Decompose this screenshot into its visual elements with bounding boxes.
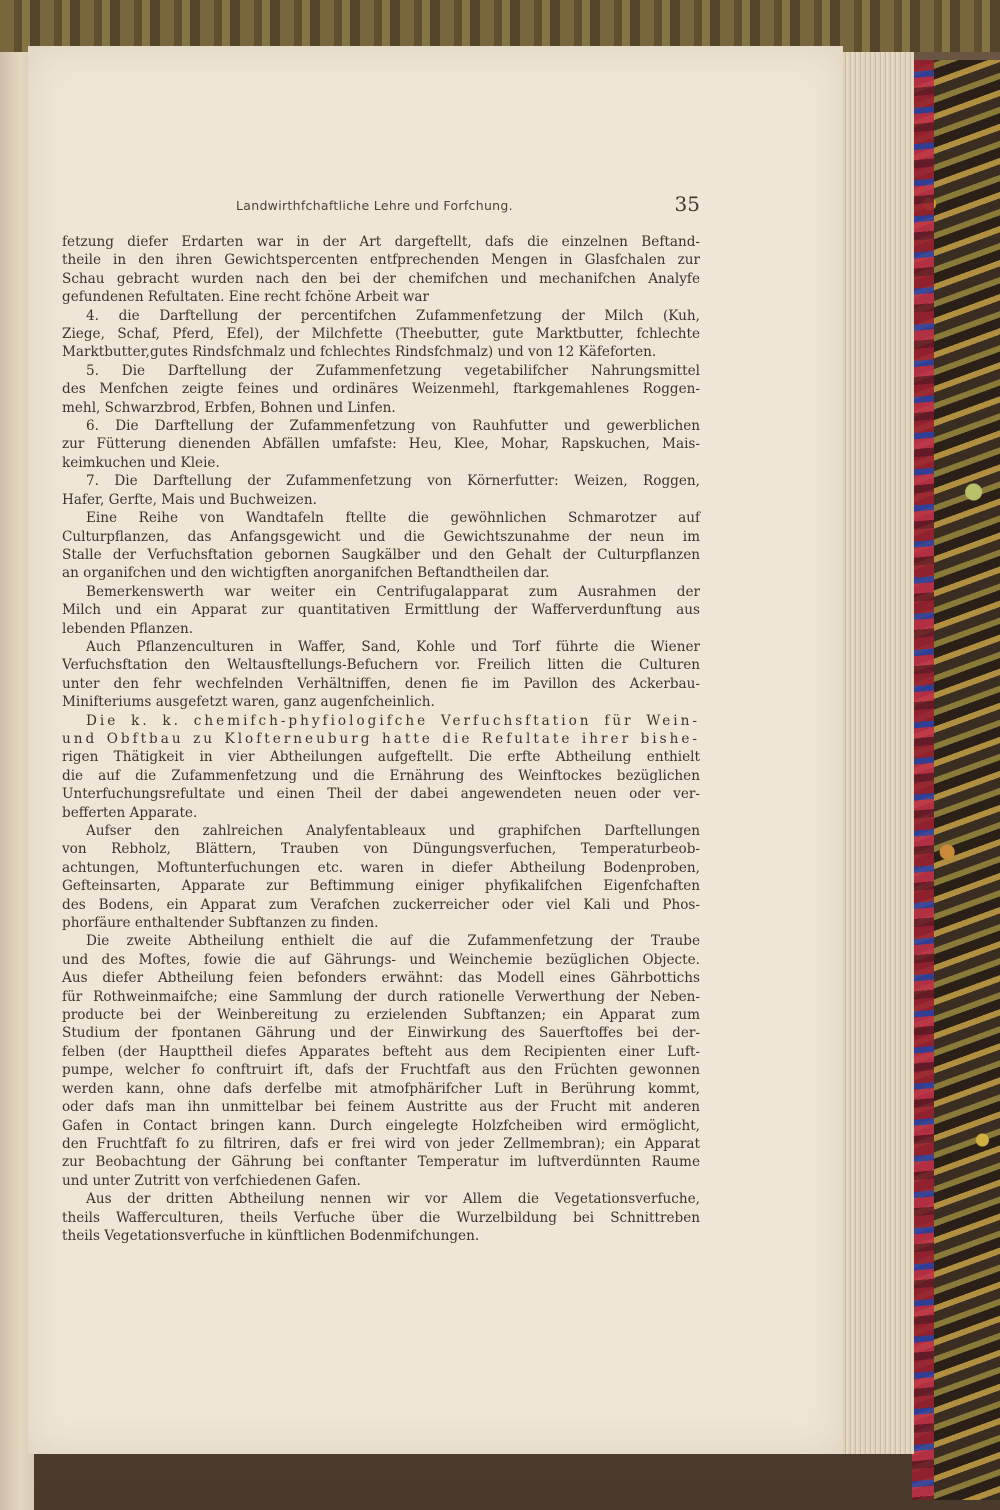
text-line: von Rebholz, Blättern, Trauben von Düngungsverfuchen, Temperaturbeob- <box>62 841 700 858</box>
text-line: Verfuchsftation den Weltausftellungs-Befuchern vor. Freilich litten die Culturen <box>62 657 700 674</box>
text-line: Gefteinsarten, Apparate zur Beftimmung einiger phyfikalifchen Eigenfchaften <box>62 878 700 895</box>
text-line: 5. Die Darftellung der Zufammenfetzung vegetabilifcher Nahrungsmittel <box>86 362 700 379</box>
text-line: 6. Die Darftellung der Zufammenfetzung von Rauhfutter und gewerblichen <box>86 418 700 435</box>
text-line: Die k. k. chemifch-phyfiologifche Verfuchsftation für Wein- <box>86 712 700 729</box>
text-line: Milch und ein Apparat zur quantitativen Ermittlung der Wafferverdunftung aus <box>62 602 700 619</box>
text-line: Aus diefer Abtheilung feien befonders erwähnt: das Modell eines Gährbottichs <box>62 970 700 987</box>
text-line: Studium der fpontanen Gährung und der Einwirkung des Sauerftoffes bei der- <box>62 1025 700 1042</box>
marbled-edge-red <box>912 60 934 1500</box>
text-line: Eine Reihe von Wandtafeln ftellte die gewöhnlichen Schmarotzer auf <box>86 510 700 527</box>
text-line: producte bei der Weinbereitung zu erzielenden Subftanzen; ein Apparat zum <box>62 1007 700 1024</box>
text-line: für Rothweinmaifche; eine Sammlung der durch rationelle Verwerthung der Neben- <box>62 988 700 1005</box>
text-line: und des Moftes, fowie die auf Gährungs- und Weinchemie bezüglichen Objecte. <box>62 951 700 968</box>
text-line: fetzung diefer Erdarten war in der Art dargeftellt, dafs die einzelnen Beftand- <box>62 234 700 250</box>
text-line: und Obftbau zu Klofterneuburg hatte die Refultate ihrer bishe- <box>62 730 700 747</box>
text-line: des Menfchen zeigte feines und ordinäres Weizenmehl, ftarkgemahlenes Roggen- <box>62 381 700 398</box>
text-line: achtungen, Moftunterfuchungen etc. waren in diefer Abtheilung Bodenproben, <box>62 859 700 876</box>
text-line: oder dafs man ihn unmittelbar bei feinem Austritte aus der Frucht mit anderen <box>62 1099 700 1116</box>
text-line: werden kann, ohne dafs derfelbe mit atmofphärifcher Luft in Berührung kommt, <box>62 1080 700 1097</box>
text-line: pumpe, welcher fo conftruirt ift, dafs der Fruchtfaft aus den Früchten gewonnen <box>62 1062 700 1079</box>
text-line: befferten Apparate. <box>62 804 198 821</box>
text-line: Stalle der Verfuchsftation gebornen Saugkälber und den Gehalt der Culturpflanzen <box>62 546 700 563</box>
text-line: Aus der dritten Abtheilung nennen wir vor Allem die Vegetationsverfuche, <box>86 1191 700 1208</box>
text-line: Unterfuchungsrefultate und einen Theil der dabei angewendeten neuen oder ver- <box>62 786 700 803</box>
text-line: gefundenen Refultaten. Eine recht fchöne Arbeit war <box>62 289 430 306</box>
text-line: des Bodens, ein Apparat zum Verafchen zuckerreicher oder viel Kali und Phos- <box>62 896 700 913</box>
text-line: theils Vegetationsverfuche in künftlichen Bodenmifchungen. <box>62 1227 480 1244</box>
text-line: an organifchen und den wichtigften anorganifchen Beftandtheilen dar. <box>62 565 550 582</box>
text-line: felben (der Haupttheil diefes Apparates befteht aus dem Recipienten einer Luft- <box>62 1043 700 1060</box>
text-line: lebenden Pflanzen. <box>62 620 194 637</box>
text-line: zur Beobachtung der Gährung bei conftanter Temperatur im luftverdünnten Raume <box>62 1154 700 1171</box>
text-line: Culturpflanzen, das Anfangsgewicht und die Gewichtszunahme der neun im <box>62 528 700 545</box>
text-line: Minifteriums ausgefetzt waren, ganz augenfcheinlich. <box>62 694 435 711</box>
text-line: den Fruchtfaft fo zu filtriren, dafs er frei wird von jeder Zellmembran); ein Apparat <box>62 1135 700 1152</box>
page-stack-edge <box>838 52 914 1454</box>
text-line: mehl, Schwarzbrod, Erbfen, Bohnen und Linfen. <box>62 399 396 416</box>
text-line: Die zweite Abtheilung enthielt die auf die Zufammenfetzung der Traube <box>86 933 700 950</box>
text-line: und unter Zutritt von verfchiedenen Gafen. <box>62 1172 361 1189</box>
text-line: theils Wafferculturen, theils Verfuche über die Wurzelbildung bei Schnittreben <box>62 1209 700 1226</box>
text-line: zur Fütterung dienenden Abfällen umfafste: Heu, Klee, Mohar, Rapskuchen, Mais- <box>62 436 700 453</box>
text-line: theile in den ihren Gewichtspercenten entfprechenden Mengen in Glasfchalen zur <box>62 252 700 269</box>
running-head: Landwirthfchaftliche Lehre und Forfchung. <box>236 198 513 213</box>
text-line: Marktbutter,gutes Rindsfchmalz und fchlechtes Rindsfchmalz) und von 12 Käfeforten. <box>62 344 657 361</box>
text-line: Schau gebracht wurden nach den bei der chemifchen und mechanifchen Analyfe <box>62 270 700 287</box>
text-line: Hafer, Gerfte, Mais und Buchweizen. <box>62 491 317 508</box>
body-text <box>62 233 700 1245</box>
page-number: 35 <box>674 192 700 216</box>
text-line: rigen Thätigkeit in vier Abtheilungen aufgeftellt. Die erfte Abtheilung enthielt <box>62 749 700 766</box>
text-line: unter den fehr wechfelnden Verhältniffen, denen fie im Pavillon des Ackerbau- <box>62 675 700 692</box>
text-line: Aufser den zahlreichen Analyfentableaux und graphifchen Darftellungen <box>86 823 700 839</box>
text-line: Ziege, Schaf, Pferd, Efel), der Milchfette (Theebutter, gute Marktbutter, fchlechte <box>62 326 700 343</box>
text-line: Gafen in Contact bringen kann. Durch eingelegte Holzfcheiben wird ermöglicht, <box>62 1117 700 1134</box>
text-line: 4. die Darftellung der percentifchen Zufammenfetzung der Milch (Kuh, <box>86 307 700 324</box>
text-line: phorfäure enthaltender Subftanzen zu finden. <box>62 915 379 932</box>
text-line: Auch Pflanzenculturen in Waffer, Sand, Kohle und Torf führte die Wiener <box>86 638 700 655</box>
page-header <box>236 192 706 220</box>
text-line: die auf die Zufammenfetzung und die Ernährung des Weinftockes bezüglichen <box>62 767 700 784</box>
text-line: keimkuchen und Kleie. <box>62 454 220 471</box>
text-line: 7. Die Darftellung der Zufammenfetzung von Körnerfutter: Weizen, Roggen, <box>86 473 700 490</box>
text-line: Bemerkenswerth war weiter ein Centrifugalapparat zum Ausrahmen der <box>86 583 700 600</box>
cover-top-edge <box>0 0 1000 52</box>
